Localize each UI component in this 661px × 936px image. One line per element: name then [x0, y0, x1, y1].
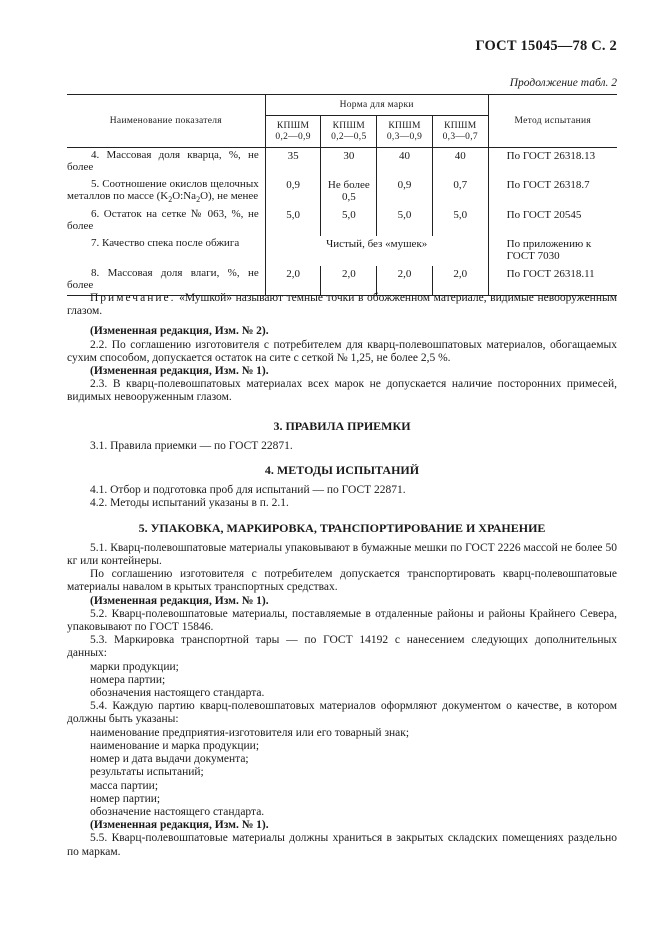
row-value: 2,0: [432, 266, 488, 296]
change-note: (Измененная редакция, Изм. № 1).: [90, 819, 269, 832]
list-item: номера партии;: [90, 673, 166, 686]
row-value: 2,0: [377, 266, 433, 296]
row-value: 2,0: [321, 266, 377, 296]
row-value: 5,0: [432, 207, 488, 236]
column-header-name: Наименование показателя: [67, 95, 265, 148]
paragraph: 5.1. Кварц-полевошпатовые материалы упаковывают в бумажные мешки по ГОСТ 2226 массой не более 50 кг или контейнеры.: [67, 541, 617, 568]
row-value: Не более 0,5: [321, 177, 377, 207]
list-item: масса партии;: [90, 779, 159, 792]
paragraph: 2.2. По соглашению изготовителя с потребителем для кварц-полевошпатовых материалов, обогащаемых сухим способом, допускается остаток на сите с сеткой № 1,25, не более 2,5 %.: [67, 338, 617, 364]
row-value: 5,0: [377, 207, 433, 236]
row-name: 5. Соотношение окислов щелочных металлов по массе $(K_2O:Na_2O)$, не менее: [67, 178, 259, 205]
page-header: ГОСТ 15045—78 С. 2: [475, 38, 617, 54]
table-row: [67, 236, 617, 266]
table-row: [67, 177, 617, 207]
mark-header: КПШМ 0,2—0,5: [321, 116, 377, 148]
paragraph: 5.5. Кварц-полевошпатовые материалы должны храниться в закрытых складских помещениях раздельно по маркам.: [67, 832, 617, 858]
row-method: По ГОСТ 20545: [506, 209, 582, 221]
row-method: По приложению к ГОСТ 7030: [506, 238, 592, 262]
list-item: результаты испытаний;: [90, 766, 204, 779]
section-heading: 3. ПРАВИЛА ПРИЕМКИ: [273, 418, 411, 433]
paragraph: 5.4. Каждую партию кварц-полевошпатовых материалов оформляют документом о качестве, в котором должны быть указаны:: [67, 700, 617, 726]
paragraph: 5.3. Маркировка транспортной тары — по ГОСТ 14192 с нанесением следующих дополнительных данных:: [67, 634, 617, 660]
list-item: обозначение настоящего стандарта.: [90, 805, 265, 818]
section-heading: 5. УПАКОВКА, МАРКИРОВКА, ТРАНСПОРТИРОВАНИЕ И ХРАНЕНИЕ: [138, 520, 546, 535]
list-item: наименование и марка продукции;: [90, 739, 260, 752]
row-value: 5,0: [265, 207, 321, 236]
row-name: 8. Массовая доля влаги, %, не более: [67, 266, 265, 296]
list-item: номер и дата выдачи документа;: [90, 753, 249, 766]
row-value: 40: [432, 148, 488, 178]
change-note: (Измененная редакция, Изм. № 2).: [90, 325, 269, 338]
properties-table: [67, 94, 617, 296]
row-merged-value: Чистый, без «мушек»: [265, 236, 488, 266]
body-text: [67, 292, 617, 859]
row-value: 30: [321, 148, 377, 178]
table-row: [67, 207, 617, 236]
list-item: наименование предприятия-изготовителя или его товарный знак;: [90, 726, 410, 739]
row-value: 0,7: [432, 177, 488, 207]
row-name: 7. Качество спека после обжига: [91, 237, 240, 249]
list-item: обозначения настоящего стандарта.: [90, 687, 265, 700]
row-method: По ГОСТ 26318.11: [488, 266, 617, 296]
row-name: 4. Массовая доля кварца, %, не более: [67, 149, 259, 173]
row-method: По ГОСТ 26318.7: [506, 179, 590, 191]
mark-header: КПШМ 0,2—0,9: [265, 116, 321, 148]
paragraph: 2.3. В кварц-полевошпатовых материалах всех марок не допускается наличие посторонних примесей, видимых невооруженным глазом.: [67, 378, 617, 404]
row-value: 0,9: [377, 177, 433, 207]
table-continuation-note: Продолжение табл. 2: [509, 77, 617, 89]
paragraph: 4.2. Методы испытаний указаны в п. 2.1.: [90, 497, 289, 510]
column-header-method: Метод испытания: [488, 95, 617, 148]
row-value: 5,0: [321, 207, 377, 236]
list-item: марки продукции;: [90, 660, 179, 673]
table-note: Примечание. «Мушкой» называют темные точки в обожженном материале, видимые невооруженным глазом.: [67, 292, 617, 318]
list-item: номер партии;: [90, 792, 161, 805]
paragraph: 3.1. Правила приемки — по ГОСТ 22871.: [90, 439, 293, 452]
paragraph: 5.2. Кварц-полевошпатовые материалы, поставляемые в отдаленные районы и районы Крайнего Севера, упаковывают по ГОСТ 15846.: [67, 607, 617, 634]
mark-header: КПШМ 0,3—0,7: [432, 116, 488, 148]
paragraph: 4.1. Отбор и подготовка проб для испытаний — по ГОСТ 22871.: [90, 484, 406, 497]
paragraph: По соглашению изготовителя с потребителем допускается транспортировать кварц-полевошпатовые материалы навалом в крытых транспортных средствах.: [67, 568, 617, 594]
change-note: (Измененная редакция, Изм. № 1).: [90, 594, 269, 607]
row-value: 2,0: [265, 266, 321, 296]
column-header-norm: Норма для марки: [265, 95, 488, 116]
change-note: (Измененная редакция, Изм. № 1).: [90, 365, 269, 378]
section-heading: 4. МЕТОДЫ ИСПЫТАНИЙ: [264, 463, 420, 478]
mark-header: КПШМ 0,3—0,9: [377, 116, 433, 148]
row-method: По ГОСТ 26318.13: [506, 150, 596, 162]
table-row: [67, 148, 617, 178]
row-value: 35: [265, 148, 321, 178]
row-name: 6. Остаток на сетке № 063, %, не более: [67, 208, 259, 232]
row-value: 40: [377, 148, 433, 178]
row-value: 0,9: [265, 177, 321, 207]
